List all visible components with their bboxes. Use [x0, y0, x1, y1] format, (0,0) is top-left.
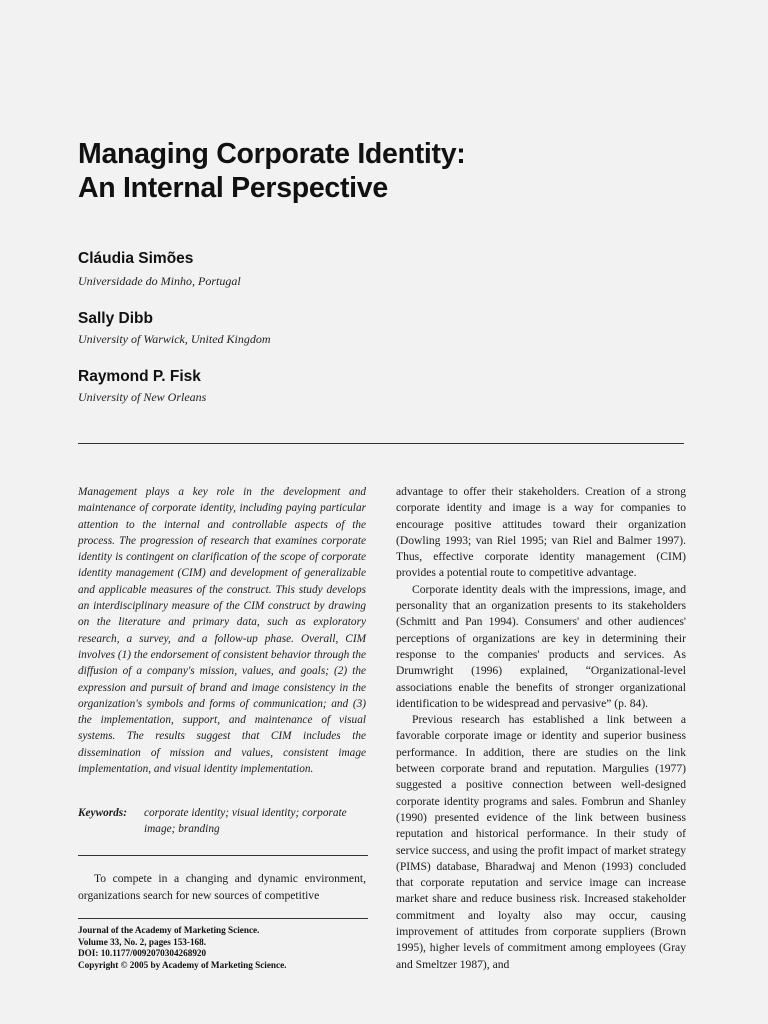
publication-footnote [78, 925, 368, 971]
footnote-doi: DOI: 10.1177/0092070304268920 [78, 948, 207, 958]
footnote-volume: Volume 33, No. 2, pages 153-168. [78, 936, 207, 947]
keywords-label: Keywords: [78, 807, 127, 819]
abstract: Management plays a key role in the development and maintenance of corporate identity, including paying particular attention to the internal and controllable aspects of the process. The progression of research that examines corporate identity is contingent on clarification of the scope of corporate identity management (CIM) and development of generalizable and applicable measures of the construct. This study develops an interdisciplinary measure of the CIM construct by drawing on the literature and primary data, such as exploratory research, a survey, and a follow-up phase. Overall, CIM involves (1) the endorsement of consistent behavior through the diffusion of a company's mission, values, and goals; (2) the expression and pursuit of brand and image consistency in the organization's symbols and forms of communication; and (3) the implementation, support, and maintenance of visual systems. The results suggest that CIM includes the dissemination of mission and values, consistent image implementation, and visual identity implementation. [78, 486, 366, 776]
footnote-divider [78, 918, 368, 919]
author-name-2: Sally Dibb [78, 310, 153, 327]
abstract-divider [78, 855, 368, 856]
title-line-2: An Internal Perspective [78, 172, 388, 204]
author-name-3: Raymond P. Fisk [78, 368, 201, 385]
body-column-right [396, 484, 686, 973]
title-line-1: Managing Corporate Identity: [78, 138, 466, 170]
keywords-text: corporate identity; visual identity; corporate image; branding [144, 807, 347, 836]
header-divider [78, 443, 684, 444]
footnote-copyright: Copyright © 2005 by Academy of Marketing Science. [78, 959, 287, 970]
body-paragraph-2: Corporate identity deals with the impressions, image, and personality that an organization presents to its stakeholders (Schmitt and Pan 1994). Consumers' and other audiences' perceptions of organizations are key in determining their response to the companies' products and services. As Drumwright (1996) explained, “Organizational-level associations enable the benefits of stronger organizational identification to be widespread and pervasive” (p. 84). [396, 582, 686, 710]
article-title [78, 137, 698, 205]
author-affiliation-2: University of Warwick, United Kingdom [78, 332, 271, 346]
footnote-journal: Journal of the Academy of Marketing Science. [78, 925, 260, 935]
body-paragraph-1: advantage to offer their stakeholders. Creation of a strong corporate identity and image is a way for companies to encourage positive attitudes toward their organization (Dowling 1993; van Riel 1995; van Riel and Balmer 1997). Thus, effective corporate identity management (CIM) provides a potential route to competitive advantage. [396, 485, 686, 580]
author-affiliation-3: University of New Orleans [78, 390, 207, 404]
keywords [78, 805, 368, 838]
author-name-1: Cláudia Simões [78, 250, 194, 267]
body-paragraph-3: Previous research has established a link between a favorable corporate image or identity and superior business performance. In addition, there are studies on the link between corporate brand and reputation. Margulies (1977) suggested a positive connection between well-designed corporate identity programs and sales. Fombrun and Shanley (1990) presented evidence of the link between business reputation and historical performance. In their study of service success, and using the profit impact of market strategy (PIMS) database, Bharadwaj and Menon (1993) concluded that corporate reputation and service image can increase market share and reduce business risk. Increased stakeholder commitment and loyalty also may occur, causing improvement of attitudes from corporate suppliers (Brown 1995), higher levels of commitment among employees (Gray and Smeltzer 1987), and [396, 713, 686, 971]
intro-paragraph: To compete in a changing and dynamic environment, organizations search for new sources of competitive [78, 872, 366, 902]
author-affiliation-1: Universidade do Minho, Portugal [78, 274, 241, 288]
